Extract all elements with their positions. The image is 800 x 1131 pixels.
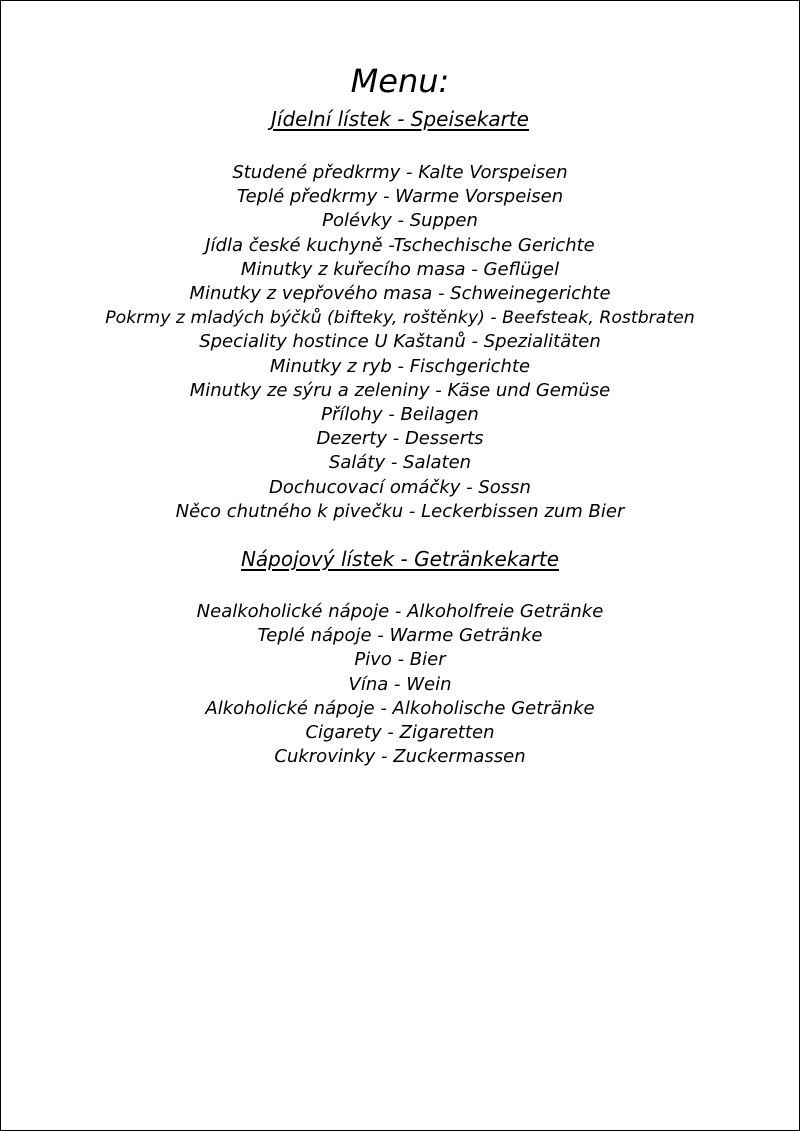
food-category-item: Dezerty - Desserts: [316, 428, 484, 450]
menu-title: Menu:: [350, 62, 450, 100]
food-category-item: Polévky - Suppen: [322, 210, 478, 232]
drink-category-item: Alkoholické nápoje - Alkoholische Getränke: [205, 697, 595, 719]
drink-category-list: [1, 600, 799, 769]
drink-category-item: Teplé nápoje - Warme Getränke: [257, 625, 543, 647]
food-menu-heading: Jídelní lístek - Speisekarte: [271, 107, 529, 131]
food-category-item: Saláty - Salaten: [328, 452, 472, 474]
food-category-list: [1, 161, 799, 524]
food-category-item: Minutky ze sýru a zeleniny - Käse und Gemüse: [189, 379, 611, 401]
food-category-item: Studené předkrmy - Kalte Vorspeisen: [232, 162, 568, 183]
drink-category-item: Cukrovinky - Zuckermassen: [274, 746, 526, 768]
drink-category-item: Vína - Wein: [348, 673, 452, 695]
food-category-item: Speciality hostince U Kaštanů - Spezialitäten: [199, 331, 601, 353]
food-category-item: Dochucovací omáčky - Sossn: [269, 476, 531, 498]
food-category-item: Jídla české kuchyně -Tschechische Gerichte: [205, 234, 595, 256]
drinks-menu-heading: Nápojový lístek - Getränkekarte: [240, 547, 560, 571]
drink-category-item: Pivo - Bier: [354, 649, 446, 671]
food-category-item: Něco chutného k pivečku - Leckerbissen zum Bier: [175, 500, 625, 522]
food-category-item: Minutky z ryb - Fischgerichte: [269, 355, 531, 377]
food-category-item: Přílohy - Beilagen: [321, 404, 479, 426]
food-category-item: Minutky z vepřového masa - Schweinegerichte: [189, 283, 611, 305]
drink-category-item: Nealkoholické nápoje - Alkoholfreie Getränke: [196, 601, 604, 622]
food-category-item: Minutky z kuřecího masa - Geflügel: [240, 258, 560, 280]
drink-category-item: Cigarety - Zigaretten: [305, 722, 495, 744]
food-category-item: Pokrmy z mladých býčků (bifteky, roštěnky) - Beefsteak, Rostbraten: [105, 308, 695, 329]
food-category-item: Teplé předkrmy - Warme Vorspeisen: [236, 186, 564, 208]
